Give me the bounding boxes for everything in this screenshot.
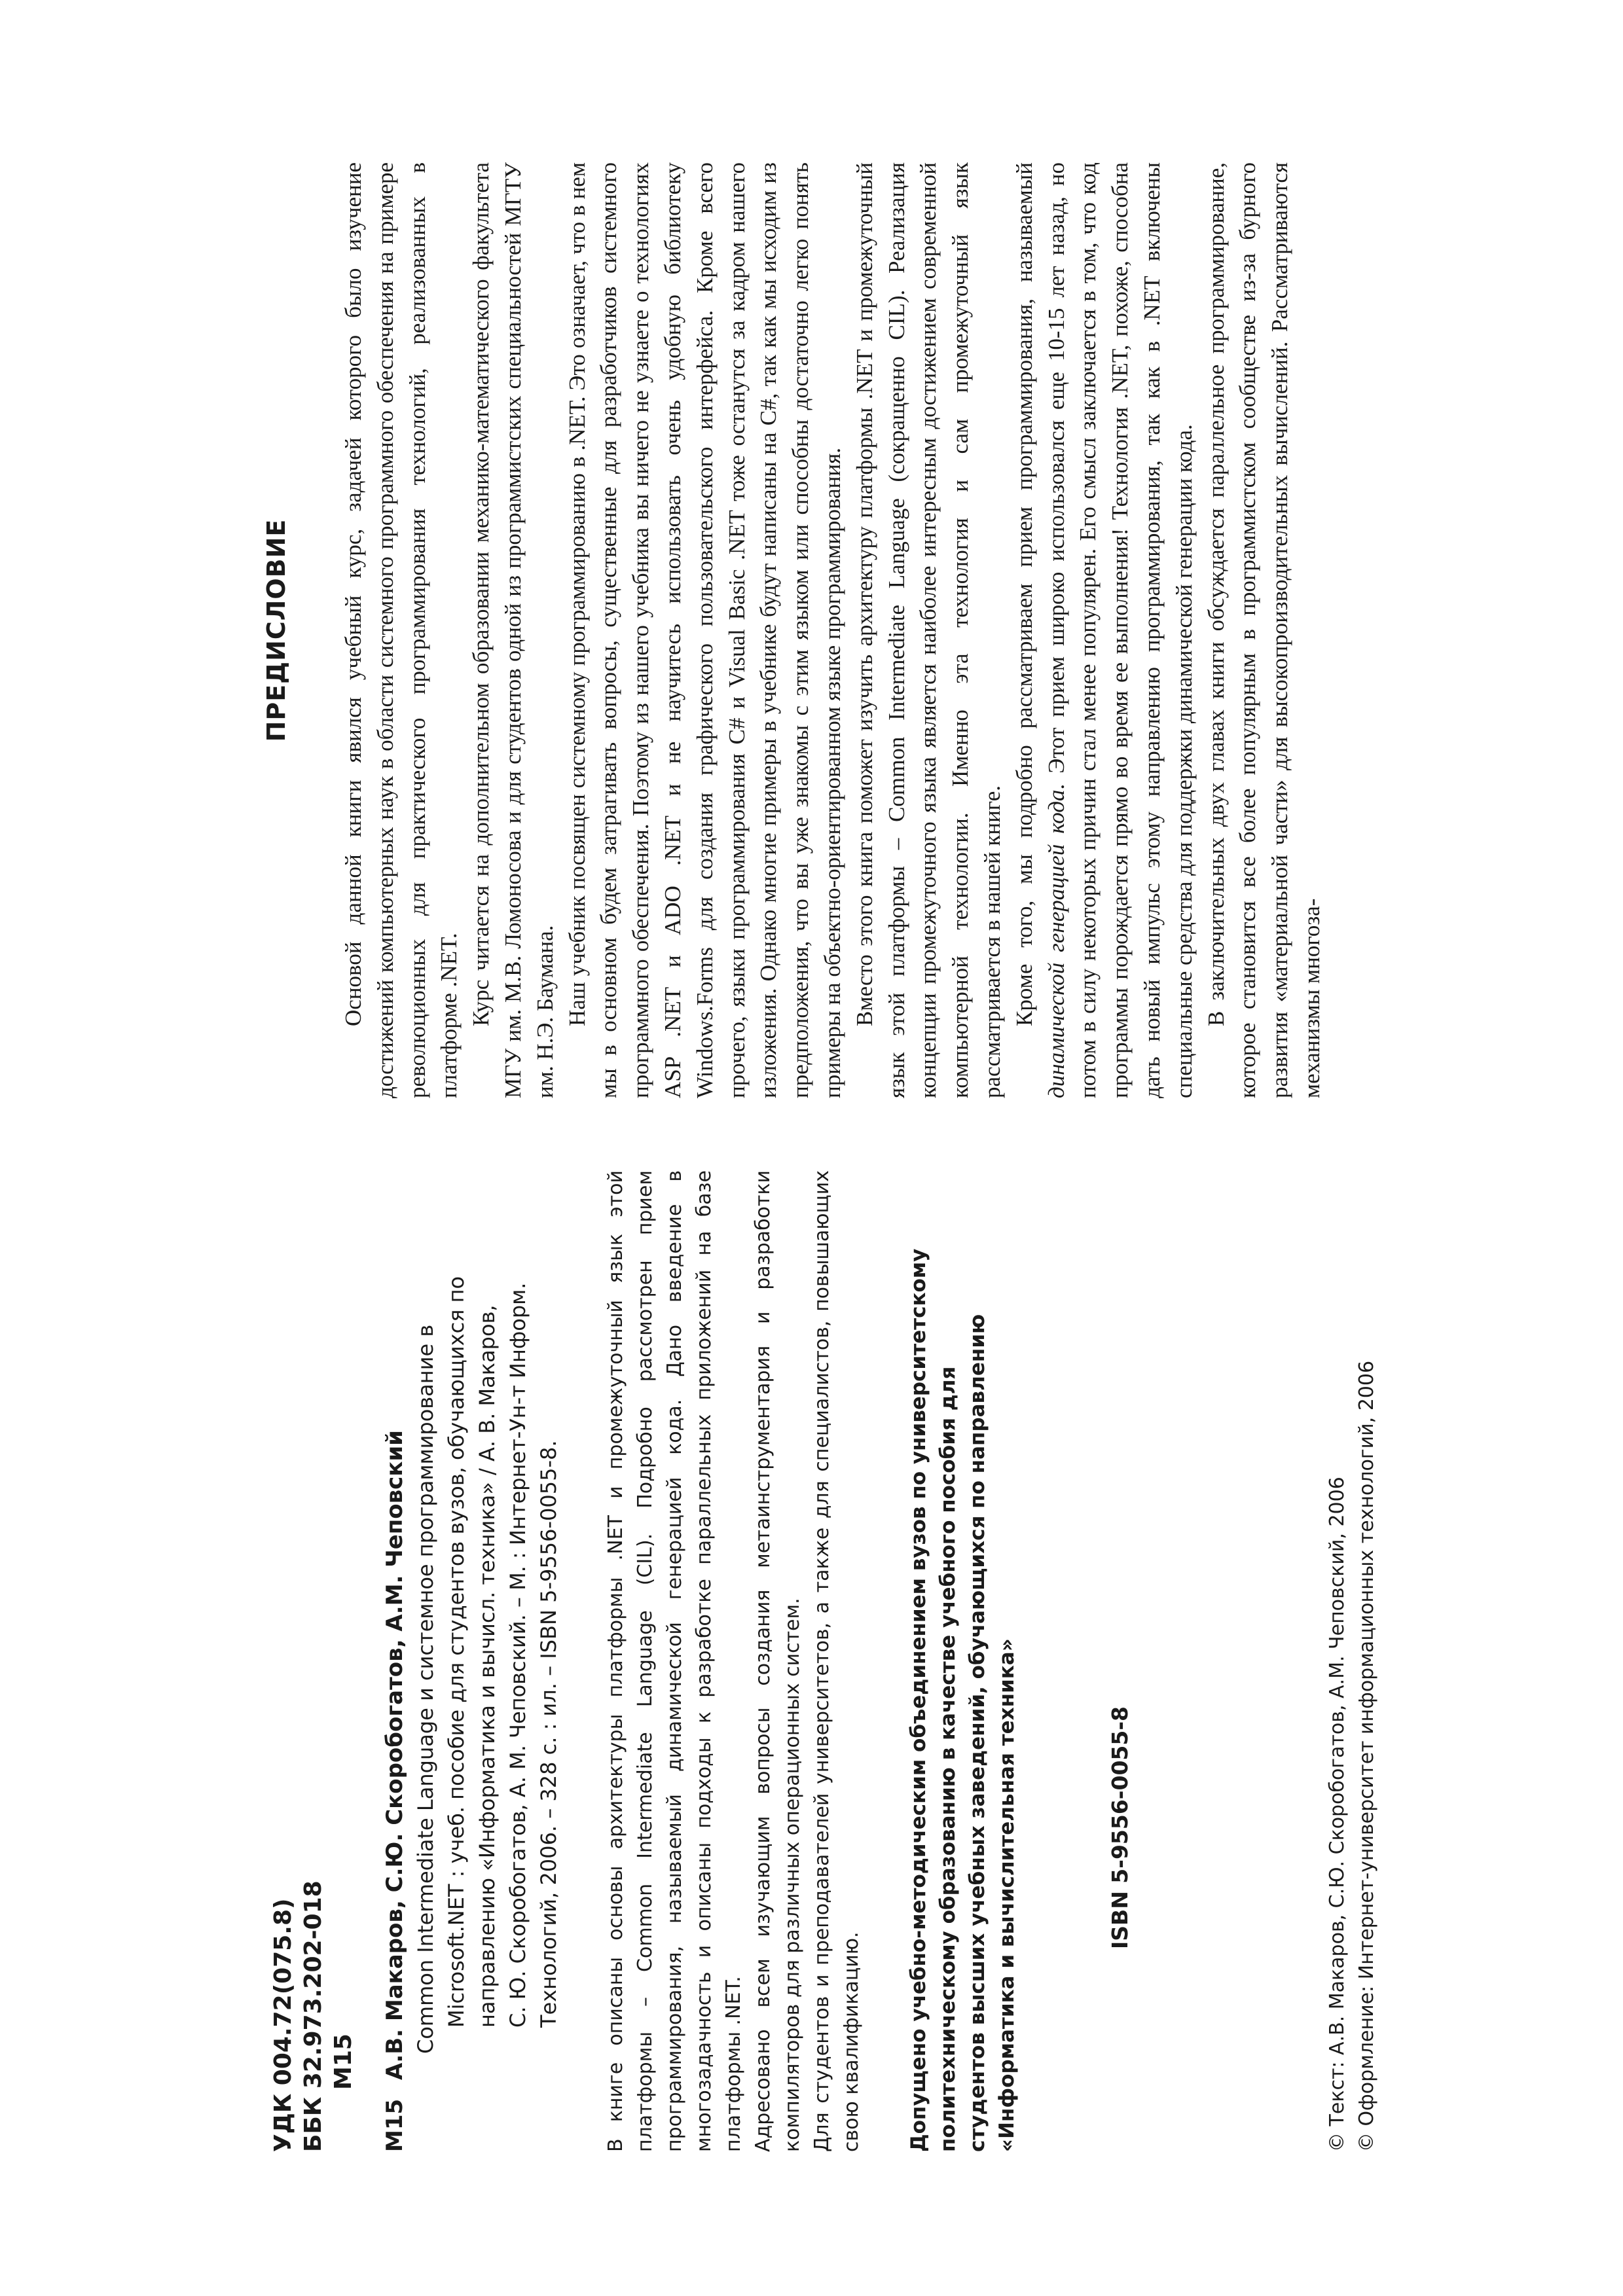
isbn: ISBN 5-9556-0055-8 xyxy=(1107,1706,1133,1949)
preface-page xyxy=(190,162,1328,1098)
udk-code: УДК 004.72(075.8) xyxy=(270,1898,297,2152)
abstract-paragraph: В книге описаны основы архитектуры платформы .NET и промежуточный язык этой платформы – Common Intermediate Language (CIL). Подробно рассмотрен прием программирования, называемый динамической генерацией кода. Дано введение в многозадачность и описаны подходы к разработке параллельных приложений на базе платформы .NET. xyxy=(604,1170,745,2152)
preface-paragraph: Вместо этого книга поможет изучить архитектуру платформы .NET и промежуточный язык этой платформы – Common Intermediate Language (сокращенно CIL). Реализация концепции промежуточного языка является наиболее интересным достижением современной компьютерной технологии. Именно эта технология и сам промежуточный язык рассматривается в нашей книге. xyxy=(851,162,1005,1098)
authors-line: А.В. Макаров, С.Ю. Скоробогатов, А.М. Чеповский xyxy=(382,1429,408,2080)
description-line: направлению «Информатика и вычисл. техника» / А. В. Макаров, xyxy=(475,1304,500,2028)
description-line: Common Intermediate Language и системное программирование в xyxy=(413,1324,438,2054)
description-line: С. Ю. Скоробогатов, А. М. Чеповский. – М. : Интернет-Ун-т Информ. xyxy=(505,1282,530,2028)
copyright-block xyxy=(1322,1170,1381,2152)
description-line: Microsoft.NET : учеб. пособие для студентов вузов, обучающихся по xyxy=(444,1276,469,2028)
preface-emphasis: динамической генерацией кода xyxy=(1043,789,1069,1098)
preface-paragraph: В заключительных двух главах книги обсуждается параллельное программирование, которое становится все более популярным в программистском сообществе из-за бурного развития «материальной части» для высокопроизводительных вычислений. Рассматриваются механизмы многоза- xyxy=(1203,162,1324,1098)
preface-paragraph: Курс читается на дополнительном образовании механико-математического факультета МГУ им. М.В. Ломоносова и для студентов одной из программистских специальностей МГТУ им. Н.Э. Баумана. xyxy=(468,162,558,1098)
bibliographic-description xyxy=(410,1170,564,2080)
approval-line: политехническому образованию в качестве учебного пособия для xyxy=(936,1366,960,2152)
preface-title: ПРЕДИСЛОВИЕ xyxy=(262,518,291,742)
preface-text xyxy=(338,162,1328,1098)
abstract-paragraph: Адресовано всем изучающим вопросы создания метаинструментария и разработки компиляторов для различных операционных систем. xyxy=(752,1170,804,2152)
preface-paragraph xyxy=(1009,162,1201,1098)
abstract-paragraph: Для студентов и преподавателей университетов, а также для специалистов, повышающих свою квалификацию. xyxy=(811,1170,863,2152)
preface-text-run: Кроме того, мы подробно рассматриваем прием программирования, называемый xyxy=(1011,162,1037,1026)
preface-paragraph: Наш учебник посвящен системному программированию в .NET. Это означает, что в нем мы в основном будем затрагивать вопросы, существенные для разработчиков системного программного обеспечения. Поэтому из нашего учебника вы ничего не узнаете о технологиях ASP .NET и ADO .NET и не научитесь использовать очень удобную библиотеку Windows.Forms для создания графического пользовательского интерфейса. Кроме всего прочего, языки программирования C# и Visual Basic .NET тоже останутся за кадром нашего изложения. Однако многие примеры в учебнике будут написаны на C#, так как мы исходим из предположения, что вы уже знакомы с этим языком или способны достаточно легко понять примеры на объектно-ориентированном языке программирования. xyxy=(564,162,845,1098)
bbk-code: ББК 32.973.202-018 xyxy=(300,1880,327,2152)
author-mark-top: М15 xyxy=(330,2034,357,2090)
approval-line: «Информатика и вычислительная техника» xyxy=(995,1638,1019,2152)
copyright-line: © Оформление: Интернет-университет информационных технологий, 2006 xyxy=(1355,1360,1378,2152)
approval-statement xyxy=(904,1170,1022,2152)
imprint-page xyxy=(268,1170,1381,2152)
description-line: Технологий, 2006. – 328 с. : ил. – ISBN 5-9556-0055-8. xyxy=(536,1440,561,2028)
abstract xyxy=(601,1170,866,2152)
approval-line: студентов высших учебных заведений, обучающихся по направлению xyxy=(966,1314,989,2152)
preface-text-run: . Этот прием широко использовался еще 10-15 лет назад, но потом в силу некоторых причин стал менее популярен. Его смысл заключается в том, что код программы порождается прямо во время ее выполнения! Технология .NET, похоже, способна дать новый импульс этому направлению программирования, так как в .NET включены специальные средства для поддержки динамической генерации кода. xyxy=(1043,162,1197,1098)
preface-paragraph: Основой данной книги явился учебный курс, задачей которого было изучение достижений компьютерных наук в области системного программного обеспечения на примере революционных для практического программирования технологий, реализованных в платформе .NET. xyxy=(340,162,462,1098)
classification-block xyxy=(268,1170,359,2152)
author-mark: М15 xyxy=(382,2098,408,2152)
approval-line: Допущено учебно-методическим объединением вузов по университетскому xyxy=(907,1248,930,2152)
bibliographic-entry xyxy=(380,1170,564,2152)
copyright-line: © Текст: А.В. Макаров, С.Ю. Скоробогатов, А.М. Чеповский, 2006 xyxy=(1326,1477,1349,2152)
